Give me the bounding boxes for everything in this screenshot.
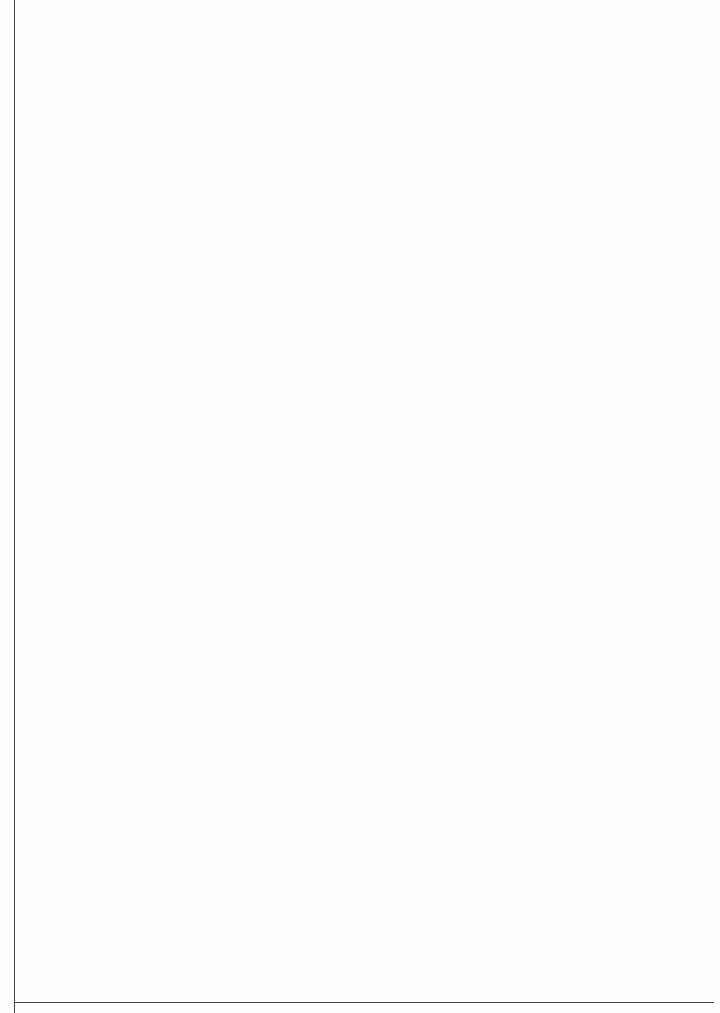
page-edge-bottom — [14, 1002, 714, 1003]
page-edge-left — [14, 0, 15, 1013]
